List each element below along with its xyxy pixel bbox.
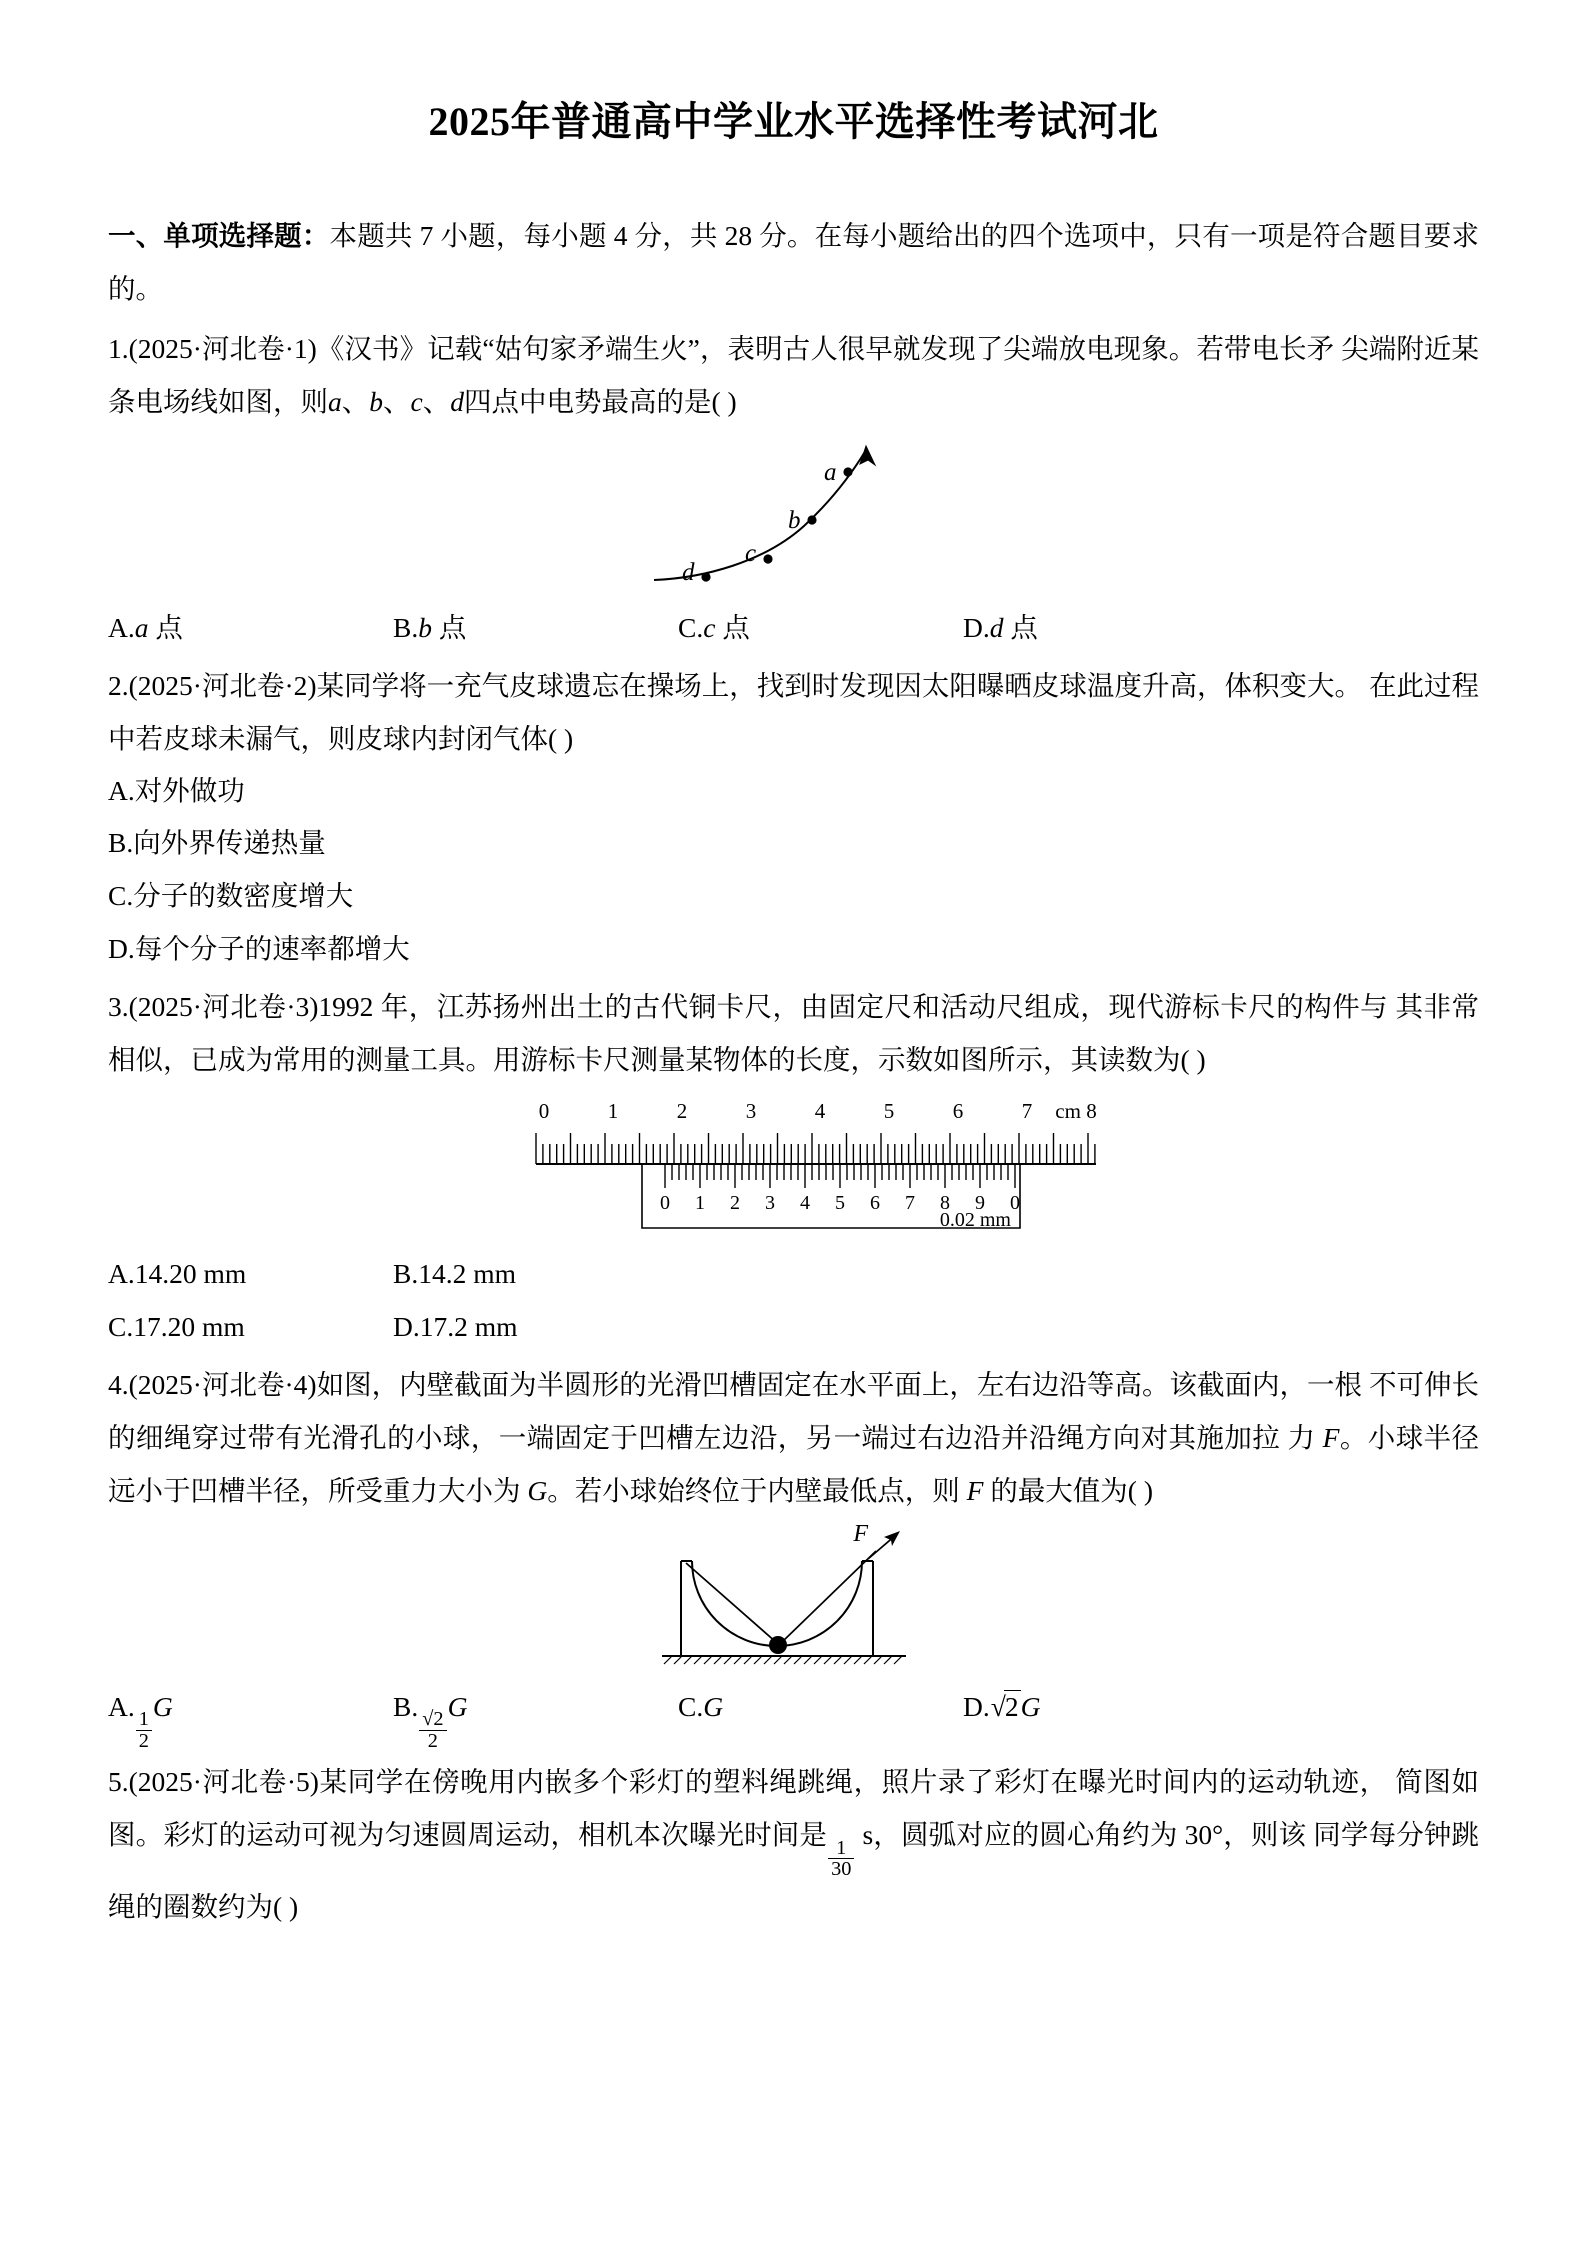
svg-text:0: 0 [538,1098,549,1123]
ball [769,1636,787,1654]
caliper-precision-label: 0.02 mm [939,1208,1011,1231]
svg-text:4: 4 [799,1191,810,1214]
option-3-D[interactable]: D.17.2 mm [393,1310,518,1342]
fraction-root2-over-2 [419,1709,446,1752]
question-5-stem-line2b: s，圆弧对应的圆心角约为 30°，则该 [855,1819,1307,1851]
option-key: A. [108,611,135,643]
question-3-stem [108,980,1479,1086]
page-title: 2025年普通高中学业水平选择性考试河北 [428,99,1159,144]
section-label: 一、单项选择题： [108,220,330,251]
field-label-d: d [681,558,694,586]
option-2-B[interactable]: B.向外界传递热量 [108,827,326,859]
fraction-one-half [136,1709,152,1752]
question-3 [108,980,1479,1354]
question-1 [108,322,1479,655]
question-4-stem-line3d: 的最大值为( ) [983,1474,1154,1506]
svg-text:1: 1 [694,1191,705,1214]
numerator: 1 [828,1838,854,1860]
question-4-stem [108,1358,1479,1517]
symbol-F2: F [966,1474,984,1506]
force-label-F: F [852,1522,868,1547]
question-5-stem-line1: 5.(2025·河北卷·5)某同学在傍晚用内嵌多个彩灯的塑料绳跳绳，照片录了彩灯在曝光时间内的运动轨迹， [108,1766,1388,1798]
option-italic: b [418,611,432,643]
question-4-stem-line2: 不可伸长的细绳穿过带有光滑孔的小球，一端固定于凹槽左边沿，另一端过右边沿并沿绳方向对其施加拉 [108,1368,1479,1453]
svg-text:6: 6 [952,1098,963,1123]
vernier-caliper-diagram [484,1096,1104,1236]
symbol-G: G [527,1474,548,1506]
option-4-A[interactable] [108,1681,393,1752]
label-b: b [369,385,383,417]
question-4-stem-line3b: 。小球半径远小于凹槽半径，所受重力大小为 [108,1421,1480,1506]
option-key: D. [963,611,990,643]
question-1-stem-line1: 1.(2025·河北卷·1)《汉书》记载“姑句家矛端生火”，表明古人很早就发现了尖端放电现象。若带电长矛 [108,332,1335,364]
option-tail: 点 [1003,611,1038,643]
field-point-a [843,467,852,476]
field-point-b [807,515,816,524]
option-key: C. [678,1690,704,1722]
sqrt-2-symbol: √2 [990,1690,1019,1722]
option-1-A[interactable] [108,602,393,655]
semicircular-groove-diagram [644,1523,944,1673]
option-4-D[interactable] [963,1681,1040,1752]
fraction-one-thirtieth [828,1838,854,1881]
question-5-stem-line2a: 简图如图。彩灯的运动可视为匀速圆周运动，相机本次曝光时间是 [108,1766,1480,1851]
svg-text:5: 5 [883,1098,894,1123]
option-1-B[interactable] [393,602,678,655]
question-2-options [108,765,1479,976]
numerator: 1 [136,1709,152,1731]
option-key: D. [963,1690,990,1722]
field-point-c [763,554,772,563]
question-2 [108,659,1479,976]
svg-text:3: 3 [745,1098,756,1123]
option-2-C[interactable]: C.分子的数密度增大 [108,880,354,912]
electric-field-line-diagram [644,430,944,590]
label-d: d [450,385,464,417]
field-label-b: b [787,506,800,534]
svg-text:7: 7 [904,1191,915,1214]
svg-text:cm 8: cm 8 [1054,1098,1097,1123]
option-1-C[interactable] [678,602,963,655]
question-4-stem-line3c: 。若小球始终位于内壁最低点，则 [547,1474,967,1506]
option-1-D[interactable] [963,602,1038,655]
svg-text:9: 9 [974,1191,985,1214]
question-2-stem [108,659,1479,765]
option-3-C[interactable]: C.17.20 mm [108,1310,245,1342]
sep: 、 [422,385,451,417]
option-key: B. [393,1690,419,1722]
symbol-F: F [1322,1421,1340,1453]
option-key: A. [108,1690,135,1722]
denominator: 30 [831,1858,852,1881]
ground-hatching [664,1656,902,1664]
question-4-options [108,1681,1479,1752]
svg-text:2: 2 [729,1191,740,1214]
svg-text:6: 6 [869,1191,880,1214]
svg-text:1: 1 [607,1098,618,1123]
label-c: c [410,385,423,417]
option-3-A[interactable]: A.14.20 mm [108,1257,247,1289]
string-left-segment [686,1563,777,1643]
label-a: a [328,385,342,417]
svg-text:0: 0 [1009,1191,1020,1214]
question-4-stem-line1: 4.(2025·河北卷·4)如图，内壁截面为半圆形的光滑凹槽固定在水平面上，左右边沿等高。该截面内，一根 [108,1368,1363,1400]
option-tail: 点 [148,611,183,643]
groove-surface [692,1561,862,1646]
denominator: 2 [138,1729,149,1752]
svg-text:2: 2 [676,1098,687,1123]
question-2-stem-line2: 在此过程中若皮球未漏气，则皮球内封闭气体( ) [108,669,1479,754]
section-heading [108,210,1479,316]
denominator: 2 [427,1729,438,1752]
svg-text:7: 7 [1021,1098,1032,1123]
svg-text:3: 3 [764,1191,775,1214]
question-1-stem [108,322,1479,428]
option-key: C. [678,611,704,643]
question-4 [108,1358,1479,1752]
question-4-stem-line3a: 力 [1287,1421,1323,1453]
option-2-A[interactable]: A.对外做功 [108,774,245,806]
field-label-c: c [744,539,756,567]
caliper-main-ticks [536,1133,1095,1164]
section-instruction: 本题共 7 小题，每小题 4 分，共 28 分。在每小题给出的四个选项中，只有一项是符合题目要求的。 [108,220,1479,304]
sep: 、 [383,385,411,417]
svg-text:4: 4 [814,1098,825,1123]
question-3-options [108,1248,1479,1354]
field-point-d [701,572,710,581]
option-2-D[interactable]: D.每个分子的速率都增大 [108,933,410,965]
option-tail: 点 [431,611,467,643]
field-label-a: a [823,458,836,486]
option-italic: d [989,611,1004,643]
option-4-B[interactable] [393,1681,678,1752]
option-tail: G [152,1690,173,1722]
option-italic: c [703,611,716,643]
question-1-options [108,602,1479,655]
question-2-stem-line1: 2.(2025·河北卷·2)某同学将一充气皮球遗忘在操场上，找到时发现因太阳曝晒皮球温度升高，体积变大。 [108,669,1363,701]
question-3-stem-line1: 3.(2025·河北卷·3)1992 年，江苏扬州出土的古代铜卡尺，由固定尺和活动尺组成，现代游标卡尺的构件与 [108,990,1389,1022]
svg-text:0: 0 [659,1191,670,1214]
sep: 、 [341,385,370,417]
option-tail: G [447,1690,468,1722]
svg-text:8: 8 [939,1191,950,1214]
numerator: √2 [419,1709,446,1731]
caliper-vernier-ticks [665,1164,1015,1188]
option-tail: 点 [715,611,750,643]
option-3-B[interactable]: B.14.2 mm [393,1257,516,1289]
question-5-stem-line3: 同学每分钟跳绳的圈数约为( ) [108,1819,1480,1923]
caliper-main-scale-labels [538,1099,1096,1123]
question-5-stem [108,1755,1479,1933]
question-5 [108,1755,1479,1933]
option-key: B. [393,611,419,643]
question-1-stem-line2a: 尖端附近某条电场线如图，则 [108,332,1479,417]
option-4-C[interactable] [678,1681,963,1752]
option-tail: G [703,1690,724,1722]
question-1-stem-line2b: 四点中电势最高的是( ) [463,385,737,417]
svg-text:5: 5 [834,1191,845,1214]
option-tail: G [1020,1690,1041,1722]
option-italic: a [134,611,149,643]
question-3-stem-line2: 其非常相似，已成为常用的测量工具。用游标卡尺测量某物体的长度，示数如图所示，其读数为( ) [108,990,1479,1075]
